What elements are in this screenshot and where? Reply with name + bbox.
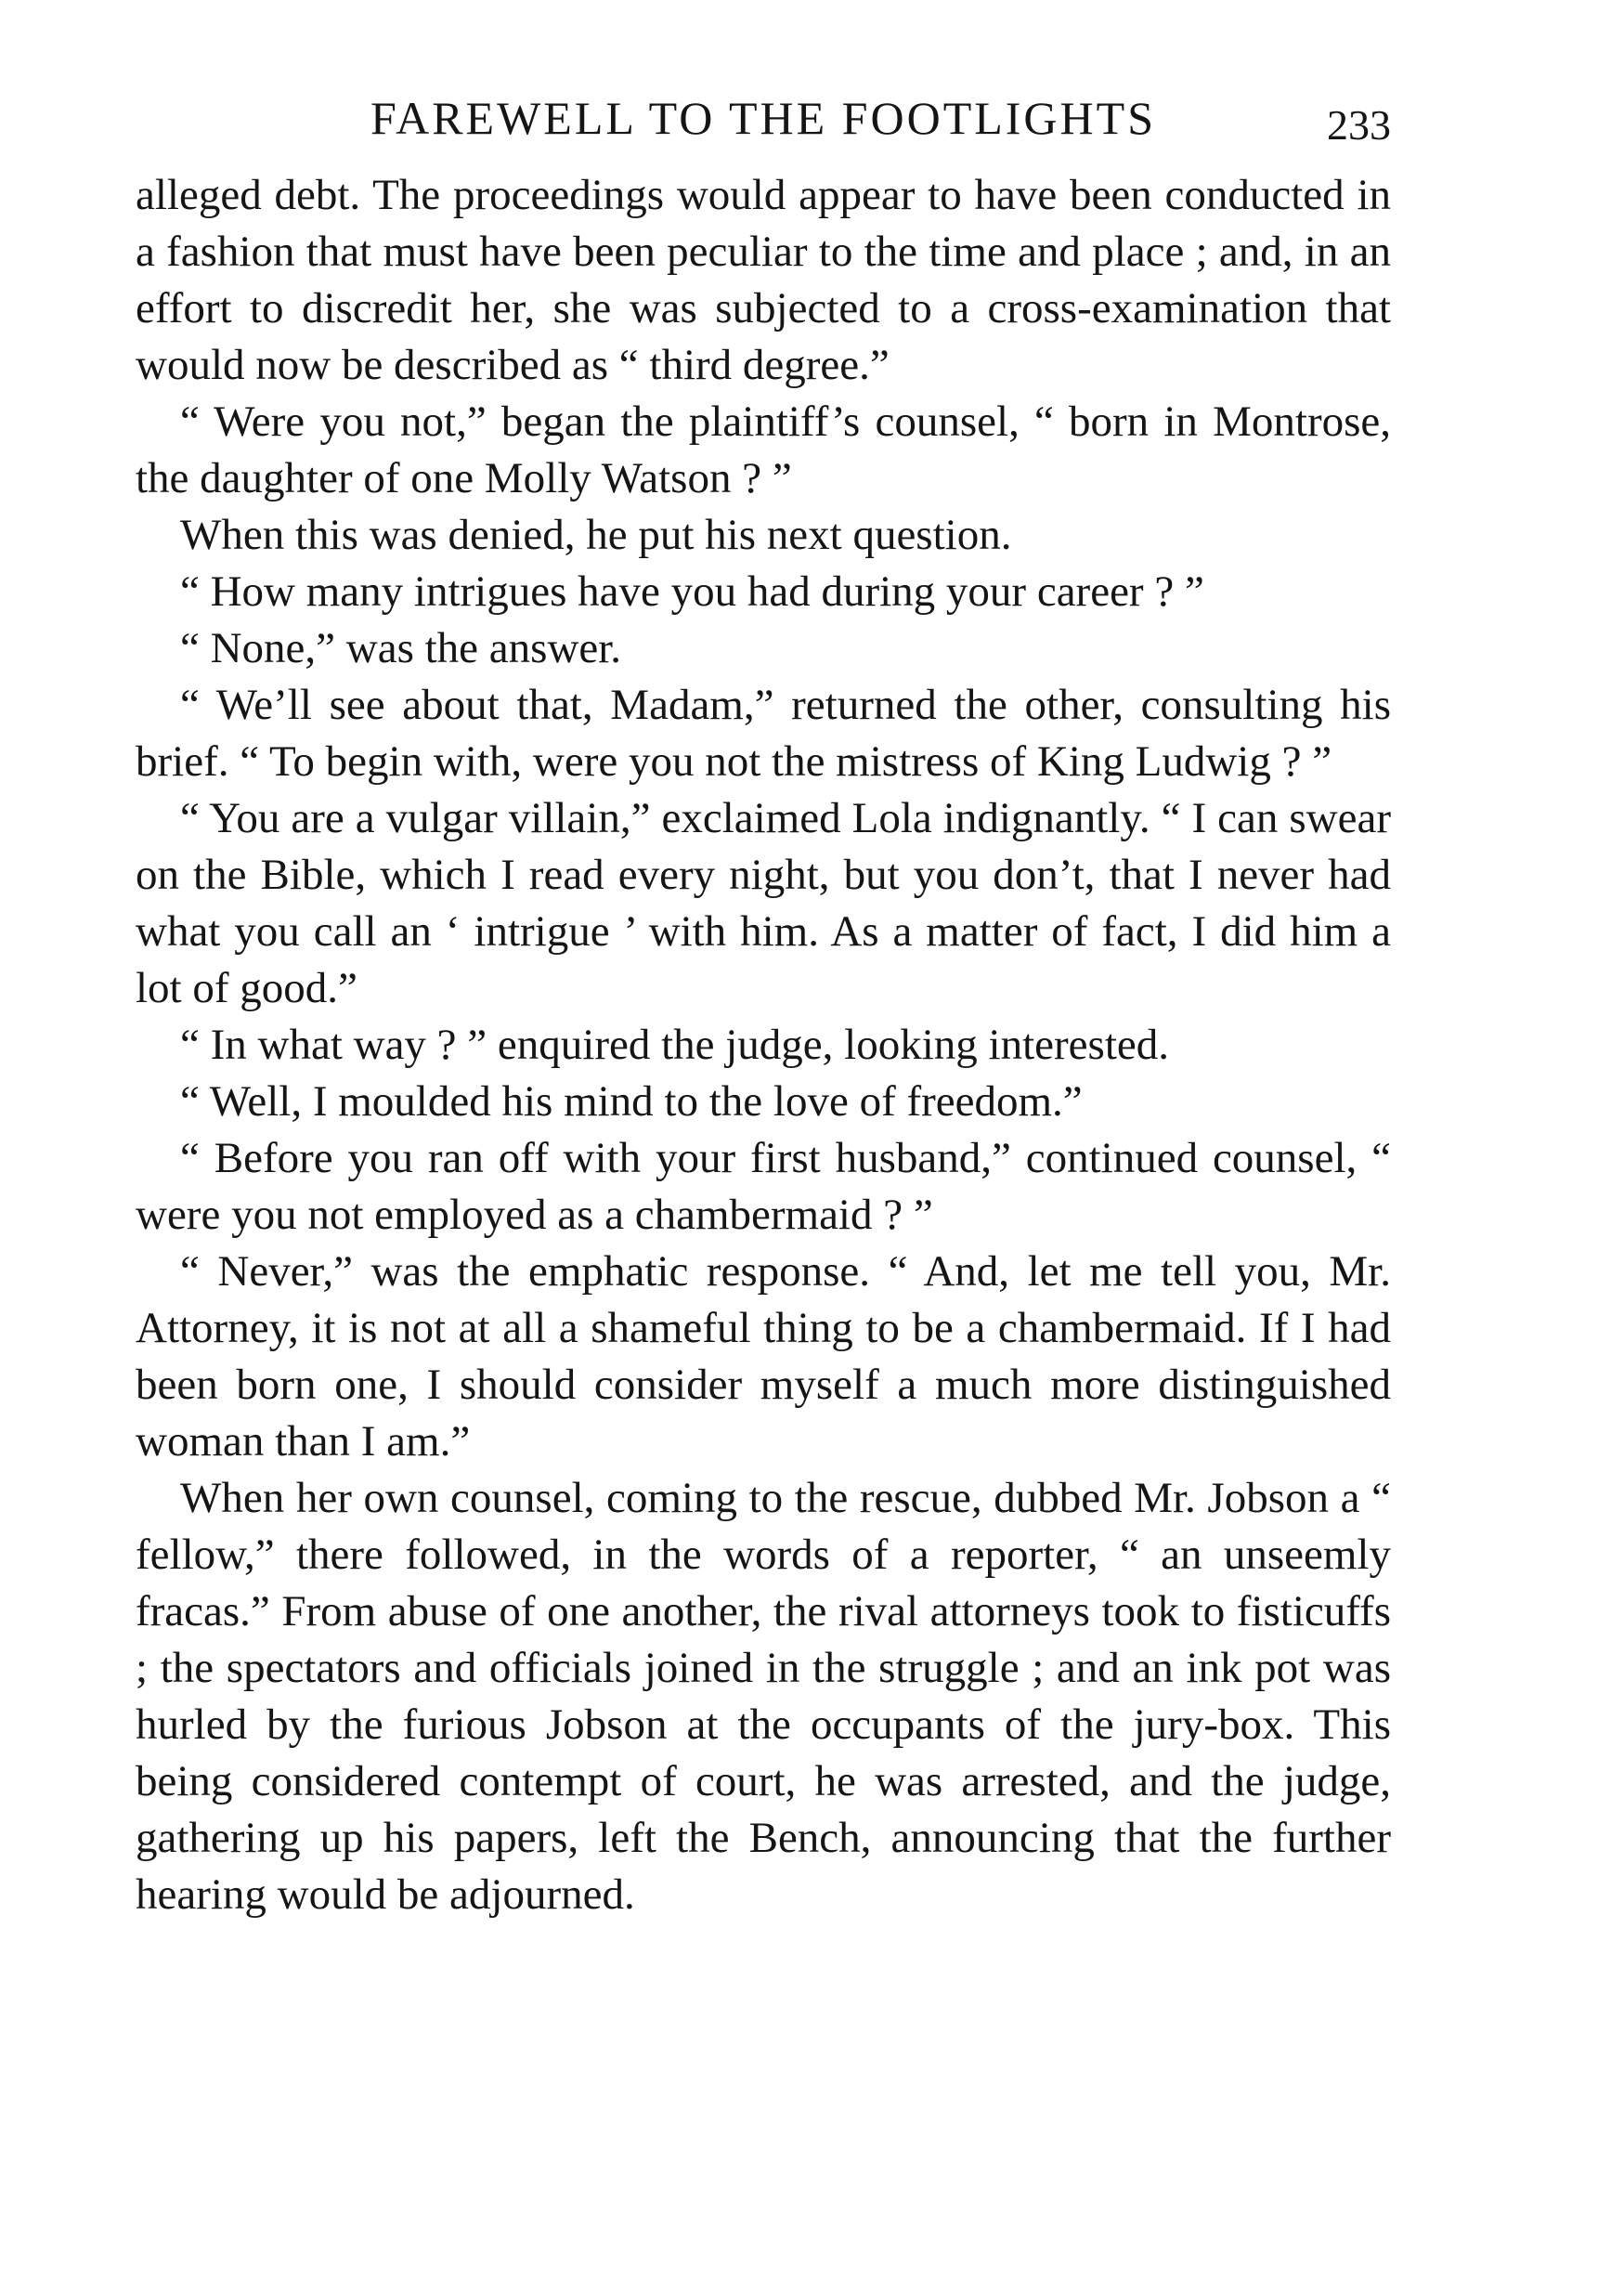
paragraph: When her own counsel, coming to the rescue, dubbed Mr. Jobson a “ fellow,” there followed, in the words of a reporter, “ an unseemly fracas.” From abuse of one another, the rival attorneys took to fisticuffs ; the spectators and officials joined in the struggle ; and an ink pot was hurled by the furious Jobson at the occupants of the jury-box. This being considered contempt of court, he was arrested, and the judge, gathering up his papers, left the Bench, announcing that the further hearing would be adjourned. (136, 1474, 1391, 1919)
paragraph: alleged debt. The proceedings would appear to have been conducted in a fashion that must have been peculiar to the time and place ; and, in an effort to discredit her, she was subjected to a cross-examination that would now be described as “ third degree.” (136, 171, 1391, 389)
body-text (136, 167, 1391, 1923)
paragraph: “ Were you not,” began the plaintiff’s counsel, “ born in Montrose, the daughter of one Molly Watson ? ” (136, 397, 1391, 502)
running-title: FAREWELL TO THE FOOTLIGHTS (370, 92, 1157, 144)
paragraph: When this was denied, he put his next question. (180, 511, 1012, 559)
paragraph: “ You are a vulgar villain,” exclaimed Lola indignantly. “ I can swear on the Bible, which I read every night, but you don’t, that I never had what you call an ‘ intrigue ’ with him. As a matter of fact, I did him a lot of good.” (136, 794, 1391, 1012)
page-number: 233 (1327, 101, 1391, 149)
paragraph: “ None,” was the answer. (180, 624, 622, 672)
paragraph: “ In what way ? ” enquired the judge, looking interested. (180, 1021, 1169, 1069)
running-head (136, 85, 1391, 150)
paragraph: “ Before you ran off with your first husband,” continued counsel, “ were you not employed as a chambermaid ? ” (136, 1134, 1391, 1239)
paragraph: “ Well, I moulded his mind to the love of freedom.” (180, 1077, 1083, 1126)
paragraph: “ We’ll see about that, Madam,” returned the other, consulting his brief. “ To begin with, were you not the mistress of King Ludwig ? ” (136, 681, 1391, 786)
paragraph: “ How many intrigues have you had during your career ? ” (180, 567, 1204, 616)
paragraph: “ Never,” was the emphatic response. “ And, let me tell you, Mr. Attorney, it is not at all a shameful thing to be a chambermaid. If I had been born one, I should consider myself a much more distinguished woman than I am.” (136, 1247, 1391, 1466)
